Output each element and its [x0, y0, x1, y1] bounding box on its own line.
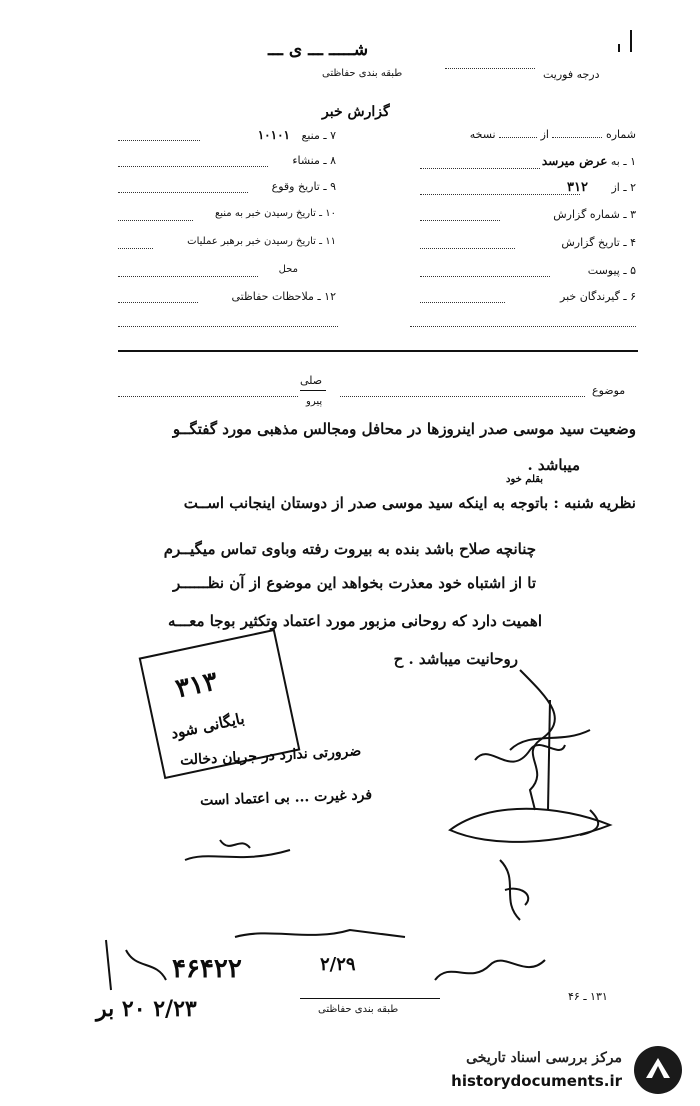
field-arrival-leader-label: ۱۱ ـ تاریخ رسیدن خبر برهبر عملیات — [187, 236, 336, 247]
field-place-label: محل — [278, 264, 298, 275]
field-protection-notes-label: ۱۲ ـ ملاحظات حفاظتی — [231, 290, 336, 303]
source-note: بقلم خود — [506, 474, 544, 485]
urgency-label: درجه فوریت — [543, 68, 600, 81]
handwritten-left: ۲/۲۳ ۲۰ بر — [96, 996, 197, 1022]
field-from-label: ۲ ـ از — [611, 181, 636, 194]
field-arrival-leader-dots — [118, 248, 153, 249]
top-corner-mark — [630, 30, 632, 52]
field-number-from: از — [540, 128, 549, 141]
report-title: گزارش خبر — [322, 104, 390, 120]
urgency-dots — [445, 68, 535, 69]
field-report-date-dots — [420, 248, 515, 249]
field-source-dots — [118, 140, 200, 141]
archive-stamp-number: ۳۱۳ — [172, 666, 221, 705]
field-arrival-source — [118, 208, 336, 219]
field-report-date-label: ۴ ـ تاریخ گزارش — [561, 236, 636, 249]
field-from-value: ۳۱۲ — [567, 180, 588, 195]
field-attachment-dots — [420, 276, 550, 277]
subject-dots-left — [118, 396, 298, 397]
field-report-number-dots — [420, 220, 500, 221]
body-line-6: اهمیت دارد که روحانی مزبور مورد اعتماد وتکثیر بوجا معـــه — [167, 612, 542, 630]
book-logo-icon — [632, 1044, 684, 1096]
field-protection-notes-dots — [118, 302, 198, 303]
field-attachment-label: ۵ ـ پیوست — [587, 264, 636, 277]
field-from-dots — [420, 194, 580, 195]
signature-scribble-mid — [470, 730, 570, 800]
field-protection-notes-dots-2 — [118, 326, 338, 327]
field-arrival-source-label: ۱۰ ـ تاریخ رسیدن خبر به منبع — [214, 208, 336, 219]
field-arrival-leader — [118, 236, 336, 247]
watermark-title: مرکز بررسی اسناد تاریخی — [466, 1050, 622, 1066]
field-place-dots — [118, 276, 258, 277]
classification-bottom: طبقه بندی حفاظتی — [318, 1004, 399, 1015]
bottom-scribble-mid — [230, 912, 410, 952]
field-to-value: عرض میرسد — [541, 154, 608, 168]
signature-scribble-low — [490, 840, 550, 930]
body-line-4: چنانچه صلاح باشد بنده به بیروت رفته وباوی تماس میگیــرم — [163, 540, 536, 558]
note-line-2: فرد غیرت ... بی اعتماد است — [199, 787, 373, 809]
separator-line — [118, 350, 638, 352]
note-scribble — [180, 830, 300, 880]
field-to-label: ۱ ـ به — [610, 155, 636, 168]
body-line-3: نظریه شنبه : باتوجه به اینکه سید موسی صدر از دوستان اینجانب اســت — [183, 494, 636, 512]
body-line-2: میباشد . — [527, 456, 580, 474]
subject-label: موضوع — [592, 384, 626, 397]
field-to — [420, 154, 636, 168]
form-number: ۱۳۱ ـ ۴۶ — [568, 990, 608, 1003]
bottom-line — [300, 998, 440, 999]
archive-stamp-text: بایگانی شود — [169, 709, 247, 743]
body-line-5: تا از اشتباه خود معذرت بخواهد این موضوع از آن نظــــــر — [172, 574, 536, 592]
watermark — [420, 1044, 690, 1098]
body-line-7: روحانیت میباشد . ح — [393, 650, 518, 668]
field-number-label: شماره — [605, 128, 636, 141]
subject-dots-right — [340, 396, 585, 397]
classification-top: طبقه بندی حفاظتی — [322, 68, 403, 79]
subject-stamp-underline — [300, 390, 326, 391]
handwritten-numbers: ۴۶۴۲۲ — [172, 954, 242, 984]
copy-label: نسخه — [469, 128, 496, 141]
handwritten-top-line: شـــــ ـــ ی ـــ — [268, 40, 369, 60]
subject-stamp-1: صلی — [300, 374, 323, 387]
bottom-signature — [430, 940, 550, 1000]
field-report-number-label: ۳ ـ شماره گزارش — [553, 208, 636, 221]
field-origin-dots — [118, 166, 268, 167]
field-recipients-label: ۶ ـ گیرندگان خبر — [560, 290, 636, 303]
field-occurrence-date-dots — [118, 192, 248, 193]
field-recipients-dots-2 — [410, 326, 636, 327]
field-source-value: ۱۰۱۰۱ — [257, 128, 290, 142]
body-line-1: وضعیت سید موسی صدر اینروزها در محافل ومجالس مذهبی مورد گفتگــو — [172, 420, 636, 438]
bottom-scribble-left — [96, 930, 176, 1000]
field-place — [118, 264, 298, 275]
top-corner-mark-2 — [618, 44, 620, 52]
field-occurrence-date-label: ۹ ـ تاریخ وقوع — [271, 180, 336, 193]
watermark-url: historydocuments.ir — [451, 1072, 622, 1090]
field-number — [420, 128, 636, 141]
note-line-1: ضرورتی ندارد در جریان دخالت — [179, 743, 362, 769]
subject-stamp-2: پیرو — [306, 396, 323, 407]
field-source-label: ۷ ـ منبع — [301, 129, 336, 142]
field-arrival-source-dots — [118, 220, 193, 221]
field-from — [420, 180, 636, 195]
field-to-dots — [420, 168, 540, 169]
field-recipients-dots — [420, 302, 505, 303]
field-origin-label: ۸ ـ منشاء — [292, 154, 336, 167]
handwritten-date: ۲/۲۹ — [320, 954, 356, 975]
